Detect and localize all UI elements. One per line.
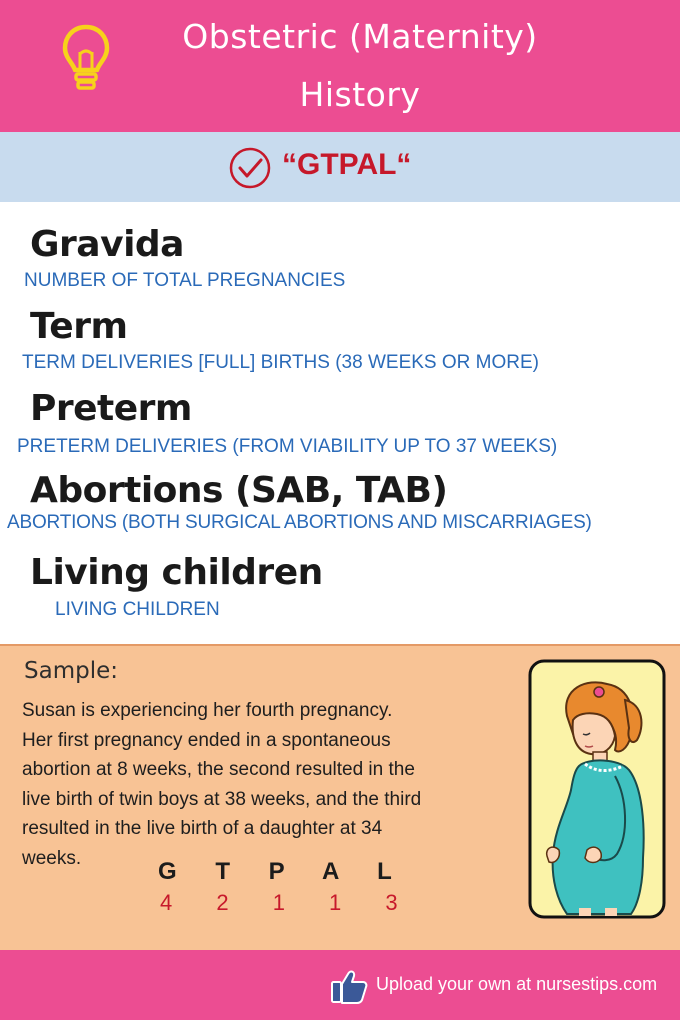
term-description-gravida: NUMBER OF TOTAL PREGNANCIES	[24, 270, 346, 291]
term-heading-preterm: Preterm	[30, 388, 192, 429]
thumbs-up-icon	[330, 968, 368, 1004]
page-title-line1: Obstetric (Maternity)	[182, 17, 538, 56]
gtpal-letters: G T P A L	[158, 858, 408, 885]
term-heading-living-children: Living children	[30, 552, 323, 593]
page-title-line2: History	[299, 75, 421, 114]
lightbulb-icon	[60, 22, 112, 94]
sample-section	[0, 644, 680, 950]
sample-title: Sample:	[24, 658, 118, 684]
gtpal-banner	[0, 132, 680, 202]
term-heading-gravida: Gravida	[30, 224, 184, 265]
term-description-abortions: ABORTIONS (BOTH SURGICAL ABORTIONS AND MISCARRIAGES)	[7, 512, 592, 533]
term-description-preterm: PRETERM DELIVERIES (FROM VIABILITY UP TO 37 WEEKS)	[17, 436, 558, 457]
page-title	[120, 8, 600, 124]
checkmark-circle-icon	[228, 146, 272, 190]
term-heading-term: Term	[30, 306, 128, 347]
gtpal-label: “GTPAL“	[282, 148, 412, 181]
term-description-term: TERM DELIVERIES [FULL] BIRTHS (38 WEEKS OR MORE)	[22, 352, 539, 373]
header	[0, 0, 680, 132]
terms-list	[0, 202, 680, 644]
term-heading-abortions: Abortions (SAB, TAB)	[30, 470, 448, 511]
pregnant-woman-illustration	[527, 658, 667, 920]
upload-link[interactable]: Upload your own at nursestips.com	[376, 974, 658, 994]
footer	[0, 950, 680, 1020]
sample-text: Susan is experiencing her fourth pregnancy. Her first pregnancy ended in a spontaneous abortion at 8 weeks, the second resulted in the live birth of twin boys at 38 weeks, and the third resulted in the live birth of a daughter at 34 weeks.	[22, 700, 422, 869]
gtpal-values: 4 2 1 1 3	[160, 890, 417, 915]
term-description-living-children: LIVING CHILDREN	[55, 599, 220, 620]
